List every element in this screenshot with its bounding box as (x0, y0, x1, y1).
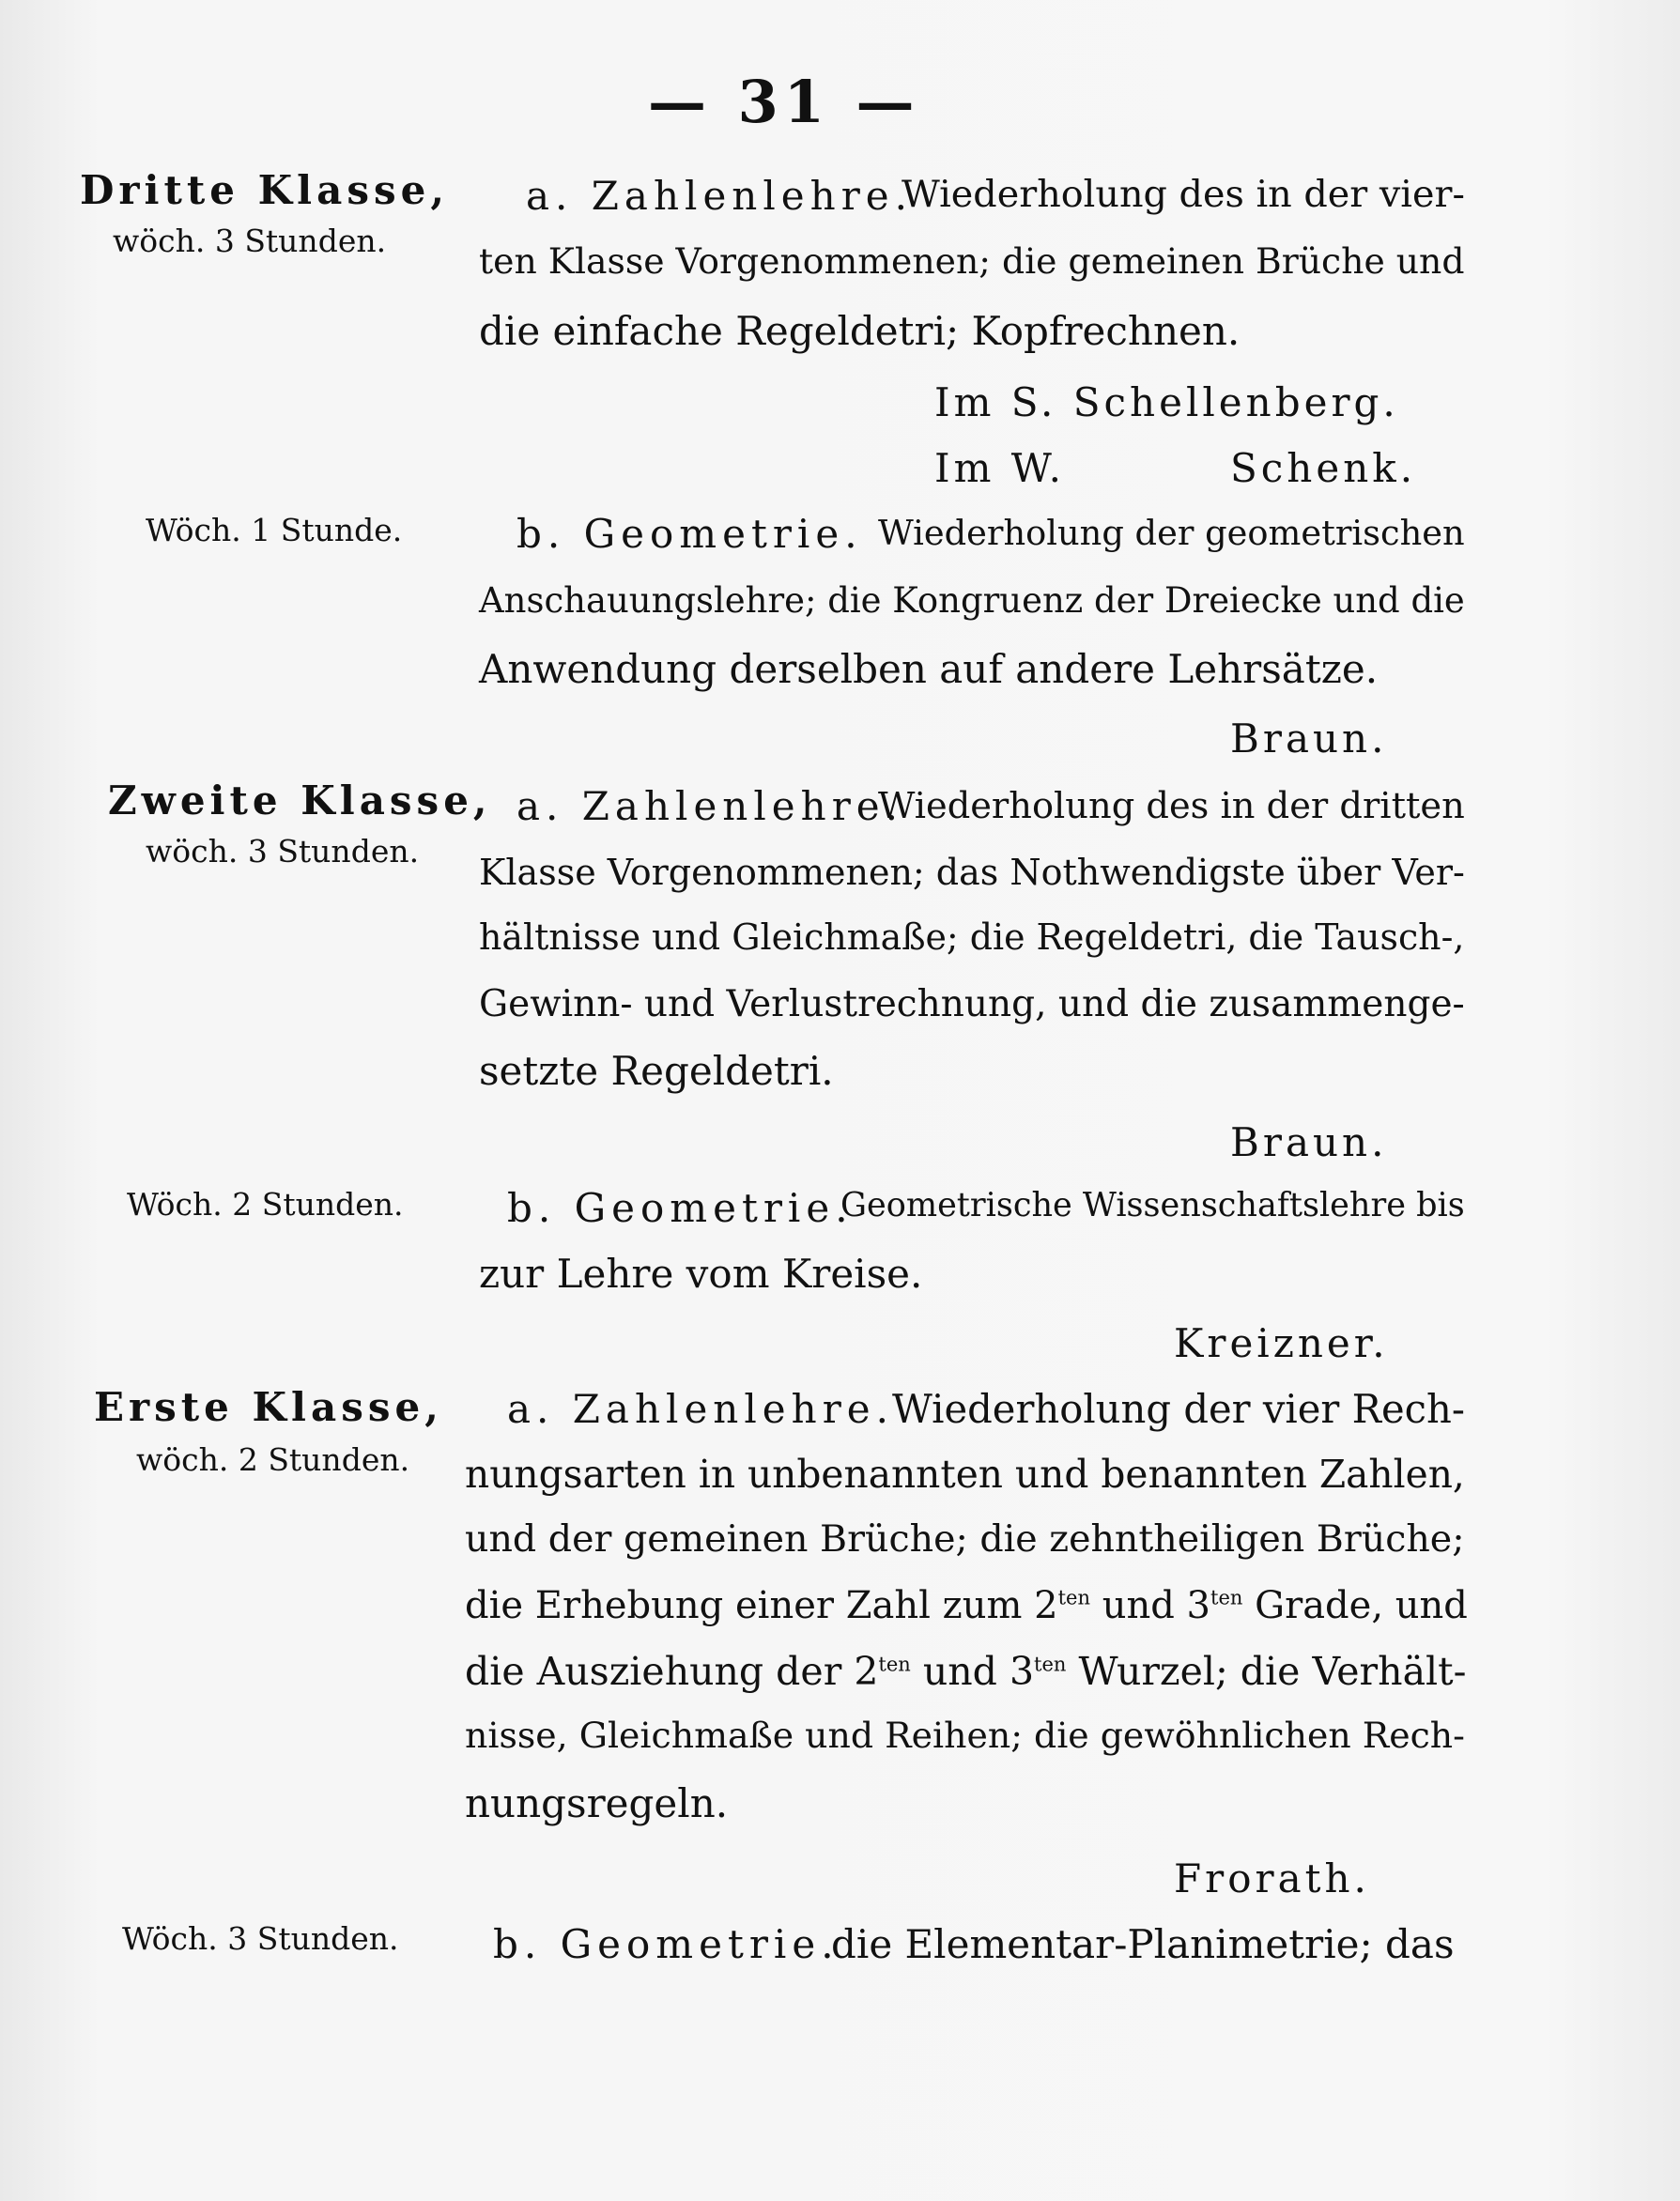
text-line: hältnisse und Gleichmaße; die Regeldetri, die Tausch-, (479, 916, 1465, 958)
subject-label: b. Geometrie. (516, 511, 863, 557)
text-line: Klasse Vorgenommenen; das Nothwendigste über Ver- (479, 852, 1465, 893)
subject-label: a. Zahlenlehre. (507, 1386, 894, 1432)
text-line: und der gemeinen Brüche; die zehntheiligen Brüche; (465, 1517, 1465, 1561)
text-line: Wiederholung des in der dritten (878, 785, 1465, 827)
subject-label: a. Zahlenlehre. (526, 173, 913, 219)
hours-label: wöch. 3 Stunden. (146, 833, 420, 870)
hours-label: wöch. 2 Stunden. (136, 1441, 410, 1478)
text-line: Wiederholung des in der vier- (902, 173, 1465, 216)
hours-label: Wöch. 1 Stunde. (146, 512, 403, 548)
page-number: — 31 — (648, 68, 920, 136)
class-heading-erste: Erste Klasse, (94, 1384, 443, 1430)
class-heading-zweite: Zweite Klasse, (108, 777, 492, 823)
text-line: die Ausziehung der $2^{ten}$ und $3^{ten}$ Wurzel; die Verhält- (465, 1649, 1467, 1694)
text-line: die Elementar-Planimetrie; das (831, 1921, 1455, 1967)
teacher-name: Schenk. (1230, 445, 1417, 491)
text-line: Gewinn- und Verlustrechnung, und die zusammenge- (479, 983, 1465, 1025)
teacher-line: Im S. Schellenberg. (934, 379, 1399, 425)
class-heading-dritte: Dritte Klasse, (80, 167, 449, 213)
text-line: ten Klasse Vorgenommenen; die gemeinen Brüche und (479, 240, 1465, 282)
subject-label: a. Zahlenlehre. (516, 783, 903, 829)
text-line: zur Lehre vom Kreise. (479, 1251, 923, 1297)
teacher-name: Braun. (1230, 1119, 1388, 1165)
teacher-name: Kreizner. (1174, 1320, 1389, 1366)
text-line: setzte Regeldetri. (479, 1048, 834, 1094)
text-line: Wiederholung der geometrischen (878, 513, 1465, 553)
text-line: Geometrische Wissenschaftslehre bis (840, 1186, 1465, 1224)
subject-label: b. Geometrie. (507, 1185, 854, 1231)
text-line: Anwendung derselben auf andere Lehrsätze. (479, 646, 1379, 692)
teacher-name: Frorath. (1174, 1855, 1370, 1901)
text-line: die Erhebung einer Zahl zum $2^{ten}$ und $3^{ten}$ Grade, und (465, 1584, 1468, 1627)
teacher-name: Braun. (1230, 716, 1388, 762)
subject-label: b. Geometrie. (493, 1921, 840, 1967)
text-line: Anschauungslehre; die Kongruenz der Dreiecke und die (479, 580, 1465, 621)
teacher-line: Im W. (934, 445, 1065, 491)
text-line: nungsarten in unbenannten und benannten Zahlen, (465, 1452, 1465, 1497)
text-line: nisse, Gleichmaße und Reihen; die gewöhnlichen Rech- (465, 1715, 1465, 1756)
hours-label: Wöch. 3 Stunden. (122, 1920, 399, 1957)
text-line: nungsregeln. (465, 1780, 729, 1826)
text-line: die einfache Regeldetri; Kopfrechnen. (479, 308, 1241, 354)
hours-label: wöch. 3 Stunden. (113, 223, 387, 259)
text-line: Wiederholung der vier Rech- (892, 1386, 1465, 1432)
hours-label: Wöch. 2 Stunden. (127, 1186, 404, 1223)
